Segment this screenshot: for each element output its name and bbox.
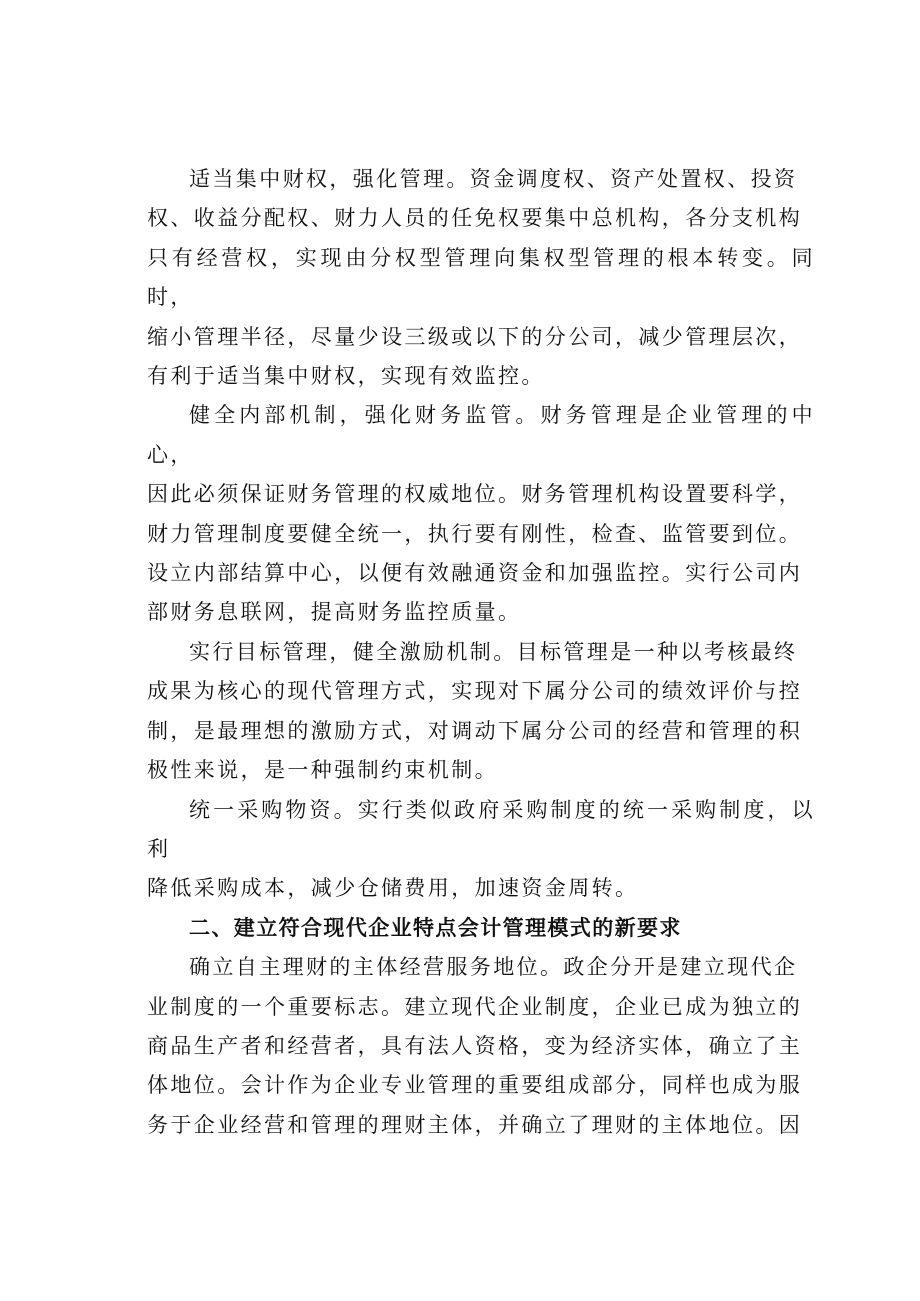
section-heading: 二、建立符合现代企业特点会计管理模式的新要求 bbox=[189, 915, 682, 940]
paragraph-unified-procurement: 统一采购物资。实行类似政府采购制度的统一采购制度，以利 降低采购成本，减少仓储费用，加速资金周转。 bbox=[147, 797, 815, 901]
paragraph-autonomous-finance: 确立自主理财的主体经营服务地位。政企分开是建立现代企 业制度的一个重要标志。建立现代企业制度，企业已成为独立的 商品生产者和经营者，具有法人资格，变为经济实体，确立了主 体地位。会计作为企业专业管理的重要组成部分，同样也成为服 务于企业经营和管理的理财主体，并确立了理财的主体地位。因 bbox=[147, 955, 803, 1137]
paragraph-centralize-finance: 适当集中财权，强化管理。资金调度权、资产处置权、投资 权、收益分配权、财力人员的任免权要集中总机构，各分支机构 只有经营权，实现由分权型管理向集权型管理的根本转变。同时， 缩小管理半径，尽量少设三级或以下的分公司，减少管理层次， 有利于适当集中财权，实现有效监控。 bbox=[147, 167, 815, 389]
document-body bbox=[147, 160, 815, 1145]
paragraph-target-management: 实行目标管理，健全激励机制。目标管理是一种以考核最终 成果为核心的现代管理方式，实现对下属分公司的绩效评价与控 制，是最理想的激励方式，对调动下属分公司的经营和管理的积 极性来说，是一种强制约束机制。 bbox=[147, 639, 803, 783]
paragraph-internal-mechanism: 健全内部机制，强化财务监管。财务管理是企业管理的中心， 因此必须保证财务管理的权威地位。财务管理机构设置要科学， 财力管理制度要健全统一，执行要有刚性，检查、监管要到位。 设立内部结算中心，以便有效融通资金和加强监控。实行公司内 部财务息联网，提高财务监控质量。 bbox=[147, 403, 815, 625]
